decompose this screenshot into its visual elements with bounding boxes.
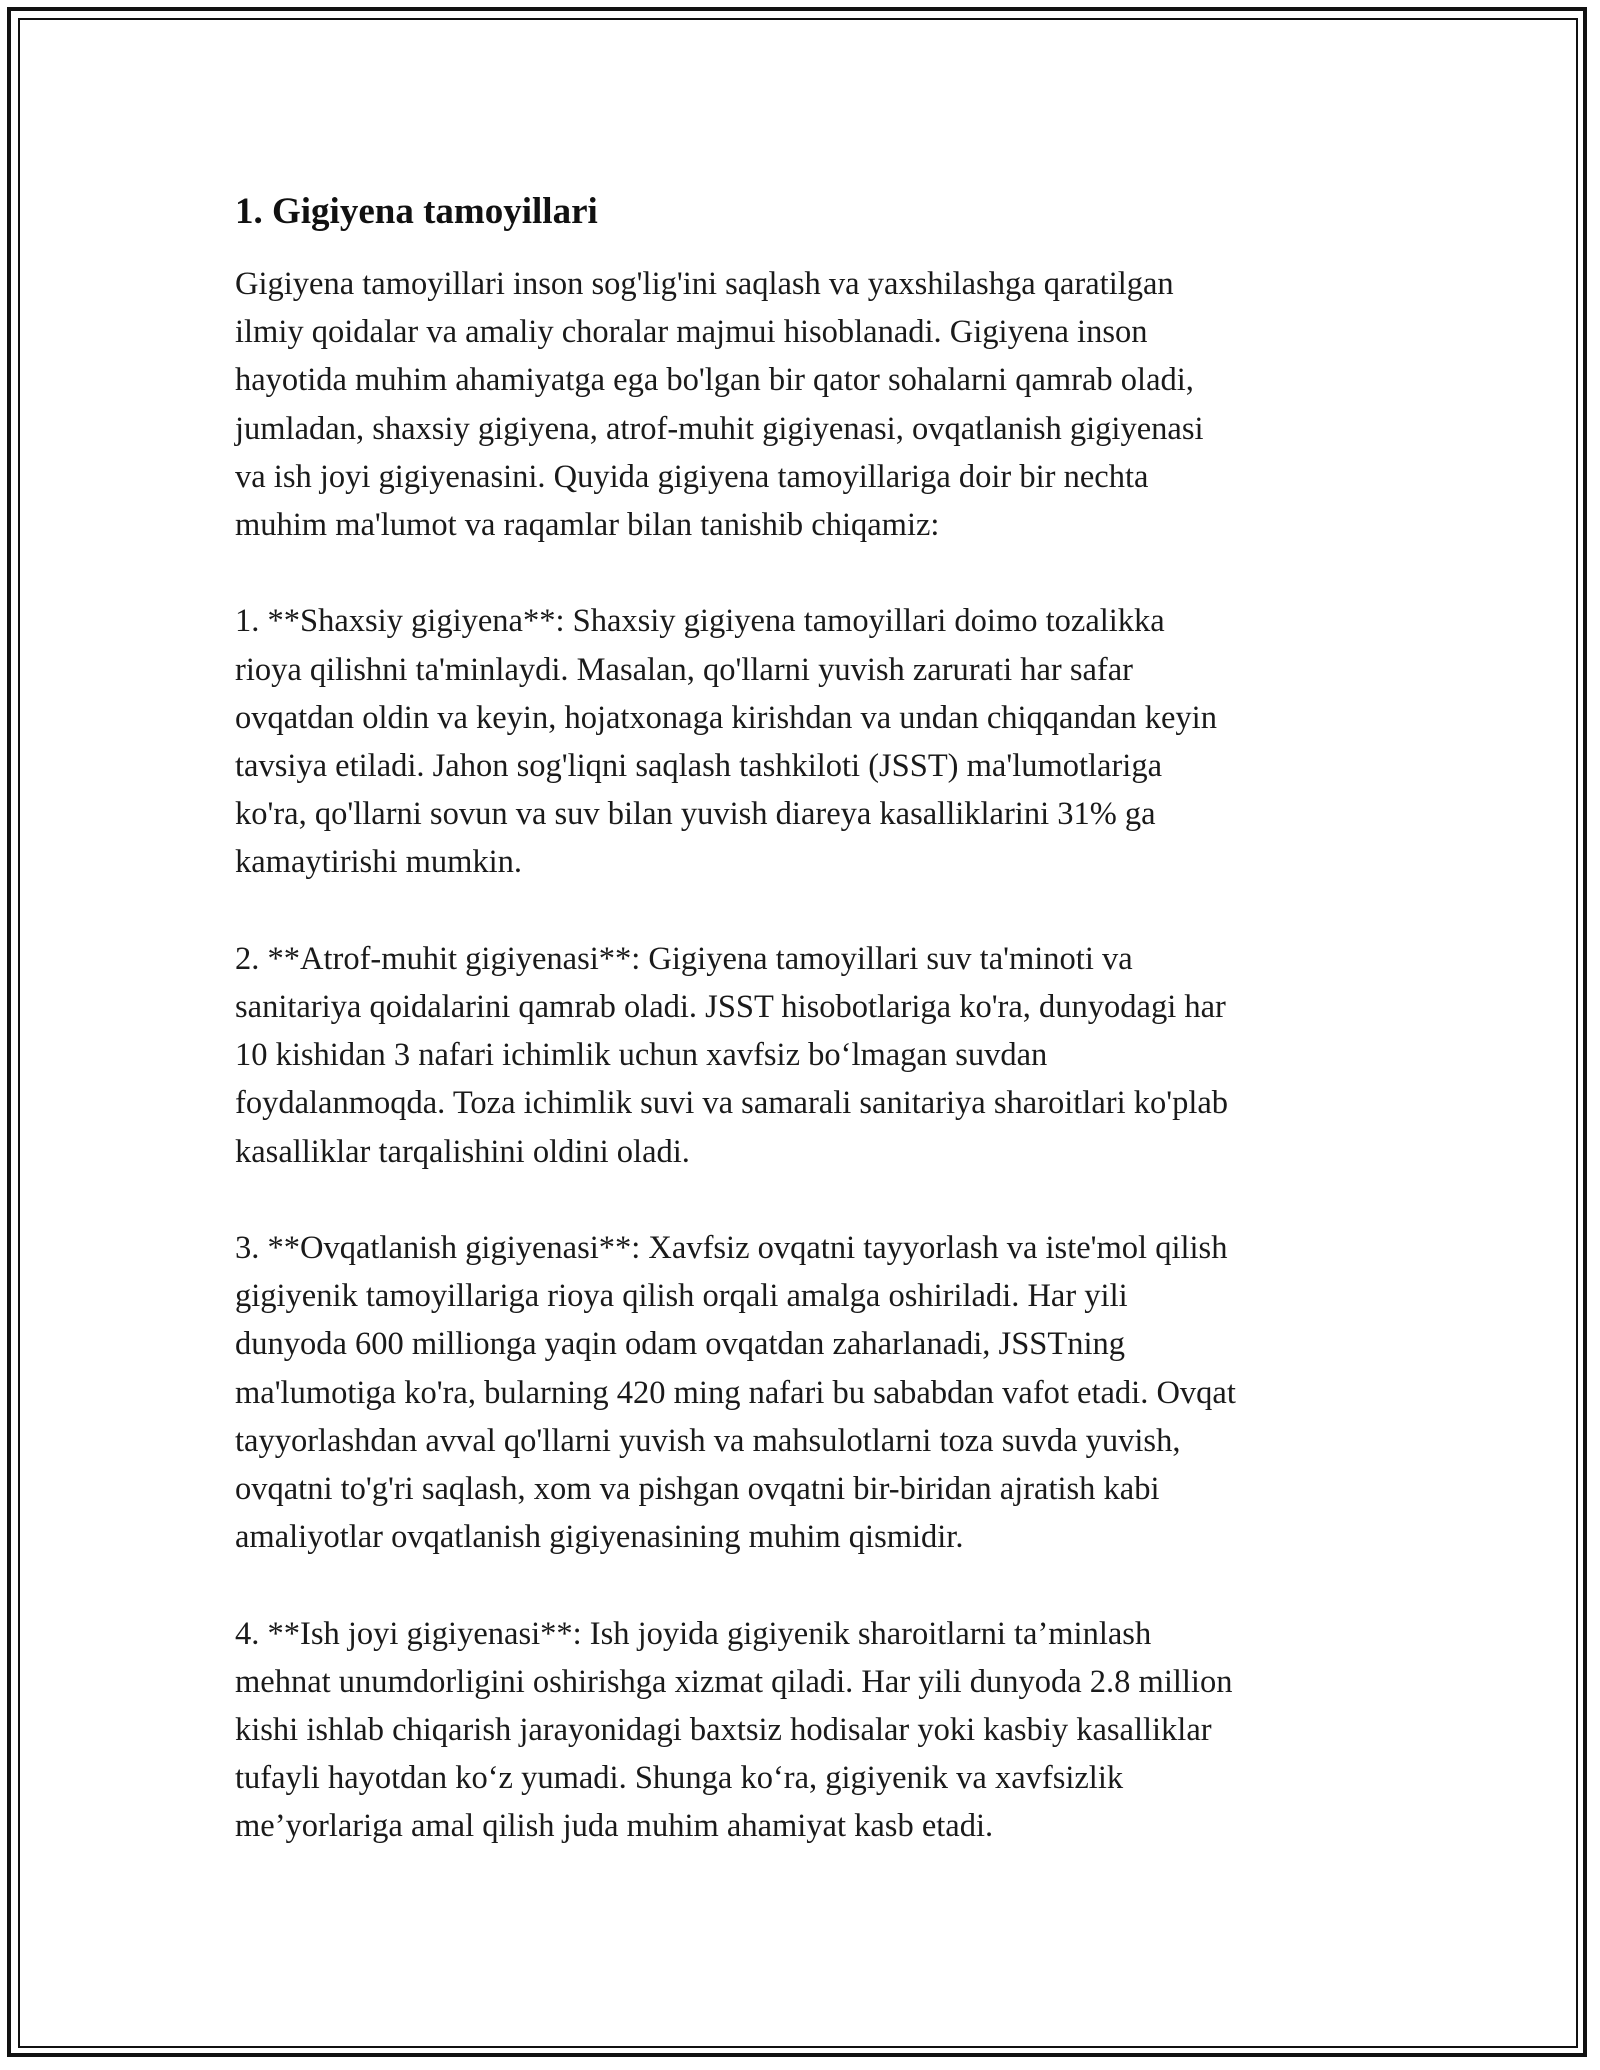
intro-paragraph: Gigiyena tamoyillari inson sog'lig'ini saqlash va yaxshilashga qaratilgan ilmiy qoidalar va amaliy choralar majmui hisoblanadi. Gigiyena inson hayotida muhim ahamiyatga ega bo'lgan bir qator sohalarni qamrab oladi, jumladan, shaxsiy gigiyena, atrof-muhit gigiyenasi, ovqatlanish gigiyenasi va ish joyi gigiyenasini. Quyida gigiyena tamoyillariga doir bir nechta muhim ma'lumot va raqamlar bilan tanishib chiqamiz: <box>235 266 1204 544</box>
environmental-hygiene-paragraph: 2. **Atrof-muhit gigiyenasi**: Gigiyena tamoyillari suv ta'minoti va sanitariya qoidalarini qamrab oladi. JSST hisobotlariga ko'ra, dunyodagi har 10 kishidan 3 nafari ichimlik uchun xavfsiz bo‘lmagan suvdan foydalanmoqda. Toza ichimlik suvi va samarali sanitariya sharoitlari ko'plab kasalliklar tarqalishini oldini oladi. <box>235 940 1229 1170</box>
section-heading: 1. Gigiyena tamoyillari <box>235 191 598 232</box>
personal-hygiene-paragraph: 1. **Shaxsiy gigiyena**: Shaxsiy gigiyena tamoyillari doimo tozalikka rioya qilishni ta'minlaydi. Masalan, qo'llarni yuvish zarurati har safar ovqatdan oldin va keyin, hojatxonaga kirishdan va undan chiqqandan keyin tavsiya etiladi. Jahon sog'liqni saqlash tashkiloti (JSST) ma'lumotlariga ko'ra, qo'llarni sovun va suv bilan yuvish diareya kasalliklarini 31% ga kamaytirishi mumkin. <box>235 603 1217 881</box>
workplace-hygiene-paragraph: 4. **Ish joyi gigiyenasi**: Ish joyida gigiyenik sharoitlarni ta’minlash mehnat unumdorligini oshirishga xizmat qiladi. Har yili dunyoda 2.8 million kishi ishlab chiqarish jarayonidagi baxtsiz hodisalar yoki kasbiy kasalliklar tufayli hayotdan ko‘z yumadi. Shunga ko‘ra, gigiyenik va xavfsizlik me’yorlariga amal qilish juda muhim ahamiyat kasb etadi. <box>235 1615 1233 1845</box>
document-body <box>235 188 1395 1899</box>
food-hygiene-paragraph: 3. **Ovqatlanish gigiyenasi**: Xavfsiz ovqatni tayyorlash va iste'mol qilish gigiyenik tamoyillariga rioya qilish orqali amalga oshiriladi. Har yili dunyoda 600 millionga yaqin odam ovqatdan zaharlanadi, JSSTning ma'lumotiga ko'ra, bularning 420 ming nafari bu sababdan vafot etadi. Ovqat tayyorlashdan avval qo'llarni yuvish va mahsulotlarni toza suvda yuvish, ovqatni to'g'ri saqlash, xom va pishgan ovqatni bir-biridan ajratish kabi amaliyotlar ovqatlanish gigiyenasining muhim qismidir. <box>235 1230 1236 1556</box>
